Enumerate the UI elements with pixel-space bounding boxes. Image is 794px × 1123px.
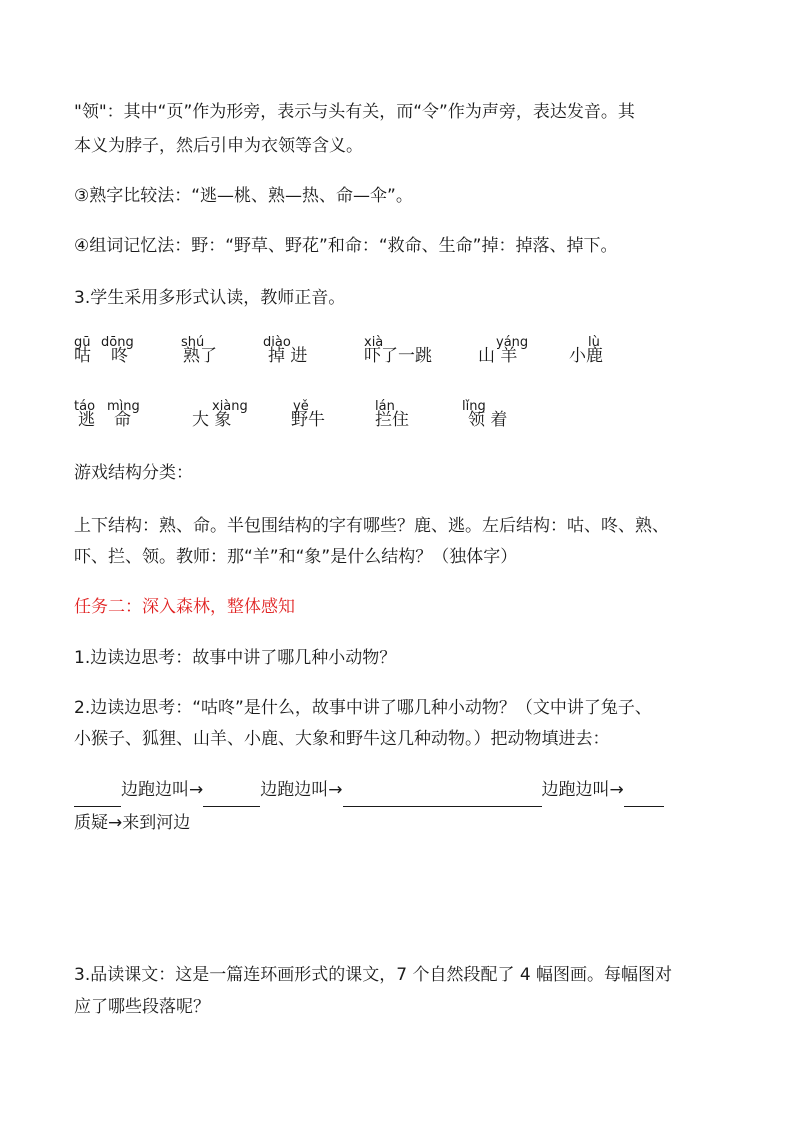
paragraph-ling-2: 本义为脖子，然后引申为衣领等含义。 <box>74 136 363 156</box>
paragraph-step3: 3.学生采用多形式认读，教师正音。 <box>74 288 346 308</box>
fill-blank[interactable] <box>624 784 664 807</box>
hanzi: 逃 <box>78 410 95 430</box>
pinyin: táo <box>74 399 96 414</box>
pinyin: yě <box>293 399 309 414</box>
paragraph-game: 游戏结构分类： <box>74 463 193 483</box>
pinyin-row-2 <box>0 400 794 444</box>
hanzi: 咚 <box>111 346 128 366</box>
question-2-line-1: 2.边读边思考：“咕咚”是什么，故事中讲了哪几种小动物？（文中讲了兔子、 <box>74 698 652 718</box>
paragraph-structure-2: 吓、拦、领。教师：那“羊”和“象”是什么结构？（独体字） <box>74 547 518 567</box>
paragraph-structure-1: 上下结构：熟、命。半包围结构的字有哪些？鹿、逃。左后结构：咕、咚、熟、 <box>74 516 669 536</box>
question-1: 1.边读边思考：故事中讲了哪几种小动物？ <box>74 648 397 668</box>
paragraph-method4: ④组词记忆法：野：“野草、野花”和命：“救命、生命”掉：掉落、掉下。 <box>74 236 618 256</box>
fill-blank[interactable] <box>74 784 121 807</box>
pinyin: shú <box>181 335 205 350</box>
hanzi: 吓了一跳 <box>364 346 432 366</box>
question-3-line-1: 3.品读课文：这是一篇连环画形式的课文，7 个自然段配了 4 幅图画。每幅图对 <box>74 965 673 985</box>
hanzi: 命 <box>114 410 131 430</box>
paragraph-method3: ③熟字比较法：“逃—桃、熟—热、命—伞”。 <box>74 186 413 206</box>
fill-blank[interactable] <box>203 784 260 807</box>
hanzi: 小鹿 <box>569 346 603 366</box>
hanzi: 拦住 <box>375 410 409 430</box>
pinyin-row-1 <box>0 336 794 380</box>
pinyin: lù <box>588 335 600 350</box>
hanzi: 咕 <box>74 346 91 366</box>
fill-blank[interactable] <box>343 784 542 807</box>
fill-text: 边跑边叫→ <box>260 780 343 800</box>
hanzi: 熟了 <box>183 346 217 366</box>
fill-in-line <box>74 773 734 807</box>
hanzi: 大 象 <box>192 410 232 430</box>
task2-heading: 任务二：深入森林，整体感知 <box>74 597 295 617</box>
pinyin: mìng <box>107 399 140 414</box>
question-2-line-2: 小猴子、狐狸、山羊、小鹿、大象和野牛这几种动物。）把动物填进去： <box>74 729 610 749</box>
hanzi: 野牛 <box>291 410 325 430</box>
pinyin: xiàng <box>212 399 248 414</box>
fill-text: 边跑边叫→ <box>541 780 624 800</box>
pinyin: diào <box>263 335 291 350</box>
pinyin: lán <box>375 399 395 414</box>
question-3-line-2: 应了哪些段落呢？ <box>74 997 210 1017</box>
pinyin: yáng <box>496 335 529 350</box>
hanzi: 掉 进 <box>268 346 308 366</box>
hanzi: 领 着 <box>468 410 508 430</box>
fill-in-line-2: 质疑→来到河边 <box>74 813 191 833</box>
pinyin: dōng <box>101 335 134 350</box>
pinyin: lǐng <box>462 399 486 414</box>
pinyin: xià <box>364 335 384 350</box>
paragraph-ling-1: "领"：其中“页”作为形旁，表示与头有关，而“令”作为声旁，表达发音。其 <box>74 102 635 122</box>
pinyin: gū <box>74 335 91 350</box>
hanzi: 山 羊 <box>478 346 518 366</box>
fill-text: 边跑边叫→ <box>121 780 204 800</box>
